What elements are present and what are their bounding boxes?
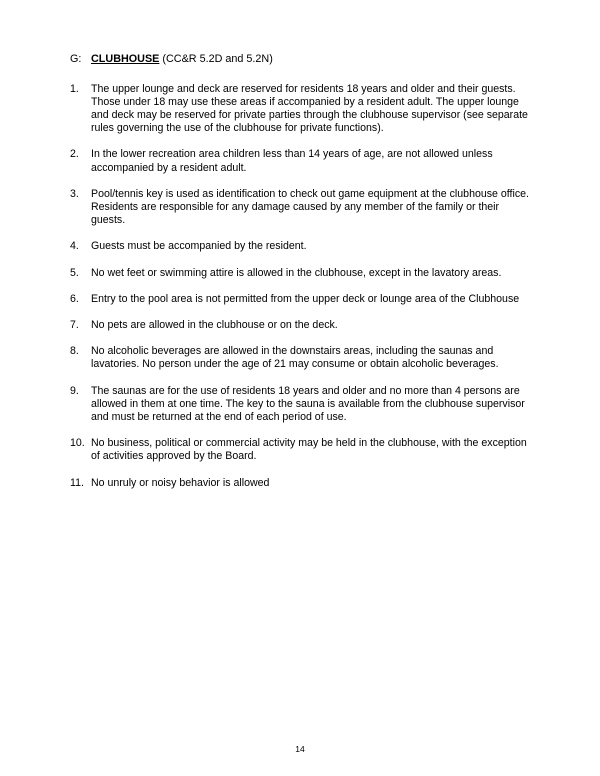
section-heading [70, 53, 530, 67]
list-item [70, 148, 530, 174]
item-number: 1. [70, 82, 79, 95]
list-item [70, 293, 530, 306]
list-item [70, 188, 530, 228]
list-item [70, 240, 530, 253]
item-text: Pool/tennis key is used as identification to check out game equipment at the clubhouse office. Residents are responsible for any damage caused by any member of the family or their guests. [91, 187, 529, 227]
item-text: The saunas are for the use of residents 18 years and older and no more than 4 persons are allowed in them at one time. The key to the sauna is available from the clubhouse supervisor and must be returned at the end of each period of use. [91, 384, 525, 423]
item-number: 4. [70, 240, 79, 253]
rules-list [70, 83, 530, 490]
list-item [70, 437, 530, 463]
list-item [70, 319, 530, 332]
item-text: No business, political or commercial activity may be held in the clubhouse, with the exception of activities approved by the Board. [91, 437, 527, 463]
item-number: 5. [70, 266, 79, 279]
item-number: 11. [70, 476, 84, 489]
item-text: Guests must be accompanied by the resident. [91, 240, 307, 253]
list-item [70, 345, 530, 371]
item-number: 2. [70, 148, 79, 161]
item-text: No unruly or noisy behavior is allowed [91, 476, 270, 489]
list-item [70, 477, 530, 490]
item-number: 7. [70, 318, 79, 331]
item-text: No alcoholic beverages are allowed in the downstairs areas, including the saunas and lavatories. No person under the age of 21 may consume or obtain alcoholic beverages. [91, 345, 499, 371]
item-text: The upper lounge and deck are reserved for residents 18 years and older and their guests. Those under 18 may use these areas if accompanied by a resident adult. The upper lounge and deck may be reserved for private parties through the clubhouse supervisor (see separate rules governing the use of the clubhouse for private functions). [91, 82, 528, 135]
page-number: 14 [295, 744, 305, 754]
section-letter: G: [70, 53, 82, 65]
item-number: 8. [70, 345, 79, 358]
item-number: 3. [70, 187, 79, 200]
item-text: No pets are allowed in the clubhouse or on the deck. [91, 318, 338, 331]
item-number: 10. [70, 437, 85, 450]
item-text: No wet feet or swimming attire is allowed in the clubhouse, except in the lavatory areas. [91, 266, 502, 279]
item-text: In the lower recreation area children less than 14 years of age, are not allowed unless accompanied by a resident adult. [91, 148, 493, 174]
item-text: Entry to the pool area is not permitted from the upper deck or lounge area of the Clubhouse [91, 292, 520, 305]
list-item [70, 385, 530, 425]
list-item [70, 267, 530, 280]
section-title: CLUBHOUSE [91, 53, 160, 65]
section-reference: (CC&R 5.2D and 5.2N) [159, 53, 273, 65]
item-number: 9. [70, 384, 79, 397]
list-item [70, 83, 530, 136]
item-number: 6. [70, 292, 79, 305]
